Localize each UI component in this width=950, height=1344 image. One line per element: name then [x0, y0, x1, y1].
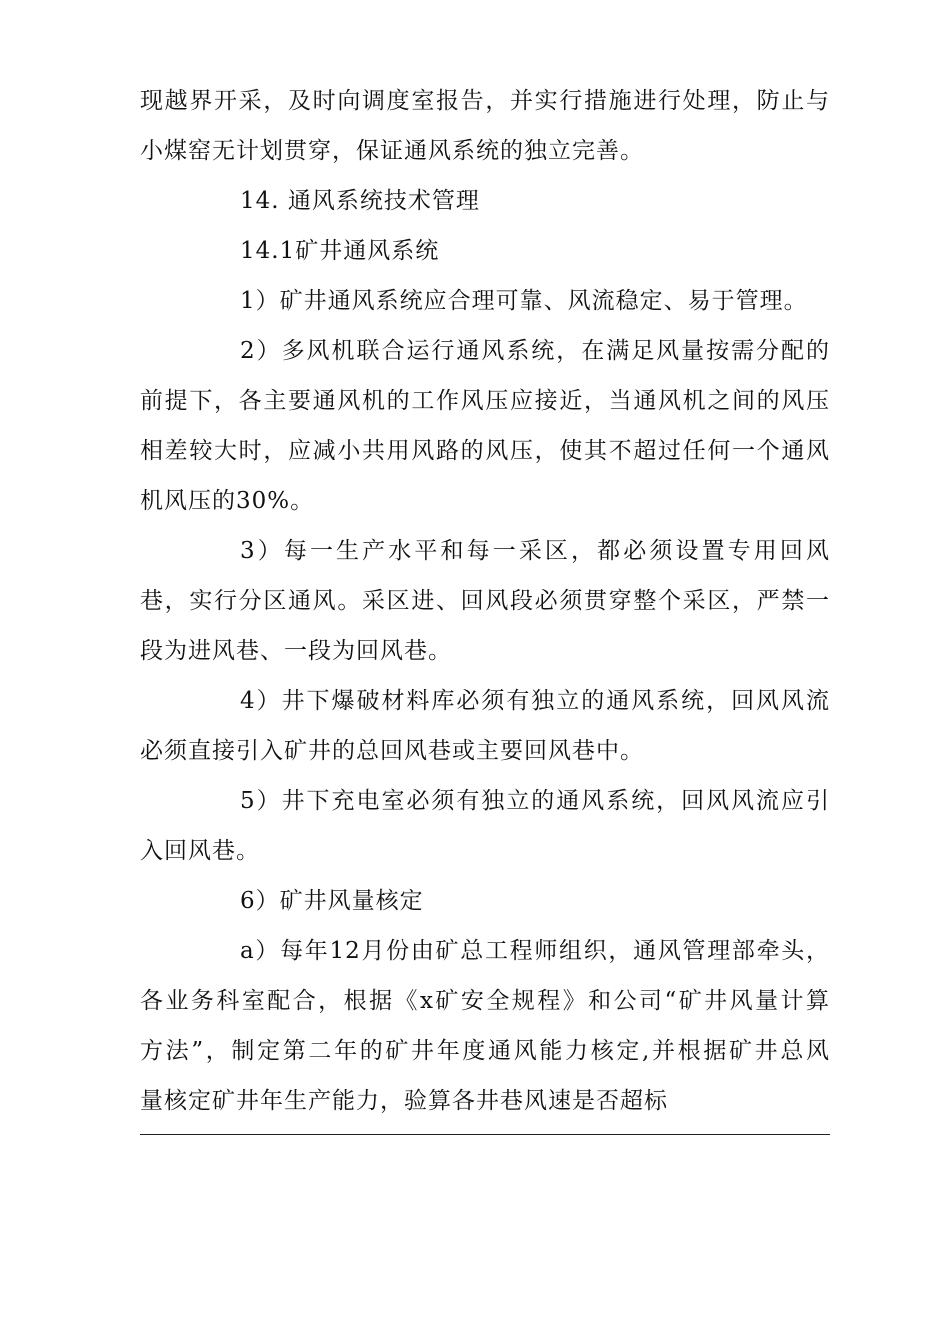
text-line: 相差较大时，应减小共用风路的风压，使其不超过任何一个通风 [140, 438, 830, 464]
text-line: 5）井下充电室必须有独立的通风系统，回风风流应引 [240, 788, 830, 814]
page-footer-rule [140, 1134, 830, 1135]
text-line: 3）每一生产水平和每一采区，都必须设置专用回风 [240, 538, 830, 564]
text-line: 现越界开采，及时向调度室报告，并实行措施进行处理，防止与 [140, 88, 830, 114]
paragraph-item-6 [140, 876, 830, 926]
section-heading-14 [140, 176, 830, 226]
text-line: 量核定矿井年生产能力，验算各井巷风速是否超标 [140, 1088, 668, 1114]
document-body [140, 76, 830, 1126]
text-line: 入回风巷。 [140, 838, 260, 864]
paragraph-item-5 [140, 776, 830, 876]
paragraph-continuation [140, 76, 830, 176]
section-heading-14-1 [140, 226, 830, 276]
text-line: 4）井下爆破材料库必须有独立的通风系统，回风风流 [240, 688, 830, 714]
text-line: 机风压的30%。 [140, 488, 315, 514]
paragraph-item-3 [140, 526, 830, 676]
paragraph-item-4 [140, 676, 830, 776]
text-line: 前提下，各主要通风机的工作风压应接近，当通风机之间的风压 [140, 388, 830, 414]
paragraph-item-1 [140, 276, 830, 326]
text-line: 方法”，制定第二年的矿井年度通风能力核定,并根据矿井总风 [140, 1038, 830, 1064]
text-line: 6）矿井风量核定 [240, 888, 424, 914]
heading-line: 14.1矿井通风系统 [240, 238, 440, 264]
heading-line: 14. 通风系统技术管理 [240, 188, 480, 214]
text-line: 必须直接引入矿井的总回风巷或主要回风巷中。 [140, 738, 644, 764]
text-line: 小煤窑无计划贯穿，保证通风系统的独立完善。 [140, 138, 644, 164]
text-line: a）每年12月份由矿总工程师组织，通风管理部牵头， [240, 938, 830, 964]
text-line: 段为进风巷、一段为回风巷。 [140, 638, 452, 664]
text-line: 各业务科室配合，根据《x矿安全规程》和公司“矿井风量计算 [140, 988, 830, 1014]
paragraph-item-6a [140, 926, 830, 1126]
text-line: 2）多风机联合运行通风系统，在满足风量按需分配的 [240, 338, 830, 364]
text-line: 巷，实行分区通风。采区进、回风段必须贯穿整个采区，严禁一 [140, 588, 830, 614]
paragraph-item-2 [140, 326, 830, 526]
text-line: 1）矿井通风系统应合理可靠、风流稳定、易于管理。 [240, 288, 808, 314]
